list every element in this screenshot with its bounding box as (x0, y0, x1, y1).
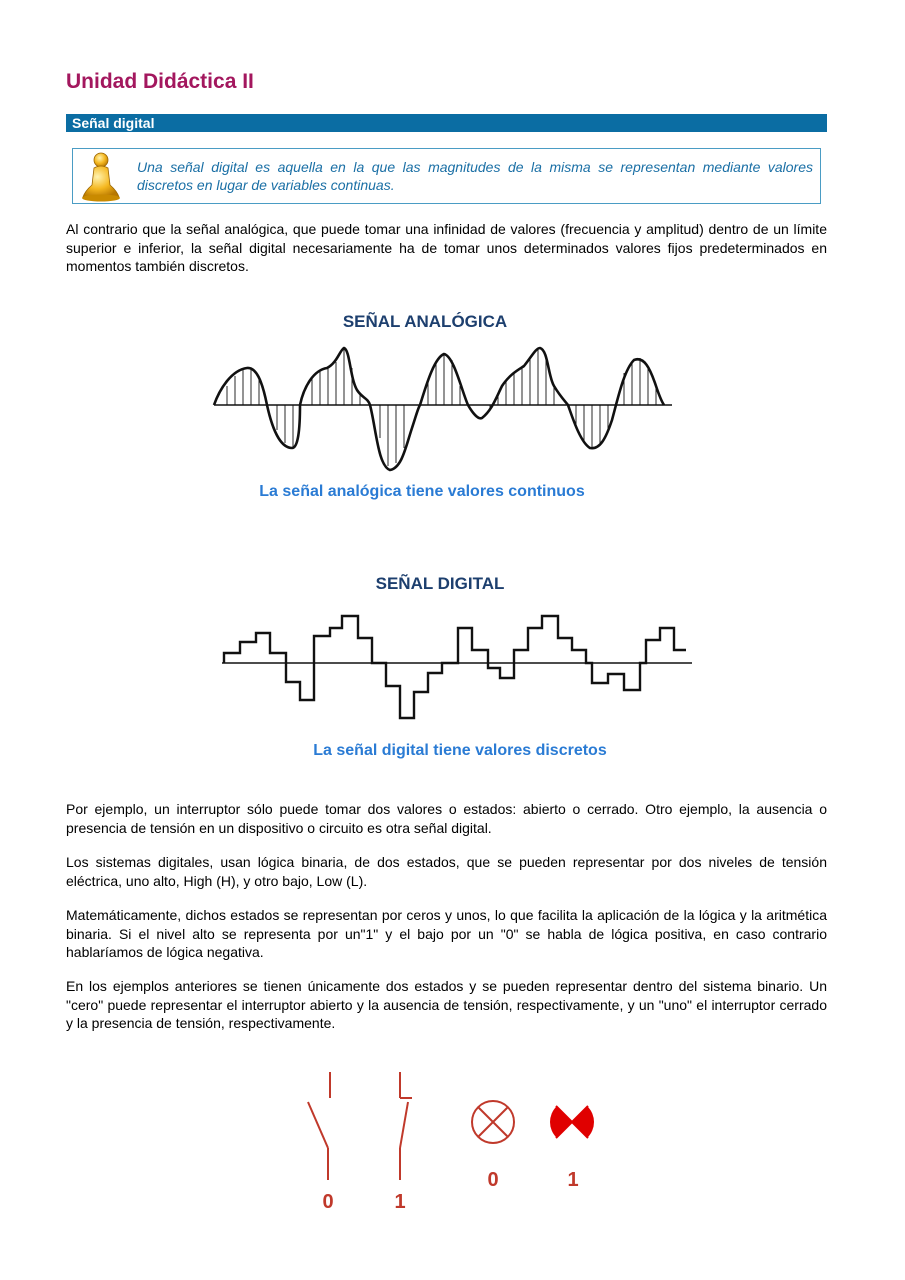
analog-signal-title: SEÑAL ANALÓGICA (342, 312, 508, 331)
paragraph-binary-logic: Los sistemas digitales, usan lógica binaria, de dos estados, que se pueden representar por dos niveles de tensión eléctrica, uno alto, High (H), y otro bajo, Low (L). (66, 854, 827, 889)
note-text: Una señal digital es aquella en la que las magnitudes de la misma se representan mediante valores discretos en lugar de variables continuas. (137, 159, 813, 193)
switch-closed-label: 1 (394, 1191, 406, 1213)
switch-closed-icon (400, 1072, 412, 1180)
paragraph-two-states: En los ejemplos anteriores se tienen únicamente dos estados y se pueden representar dentro del sistema binario. Un "cero" puede representar el interruptor abierto y la ausencia de tensión, respectivamente, y un "uno" el interruptor cerrado y la presencia de tensión, respectivamente. (66, 978, 827, 1031)
switch-open-icon (308, 1072, 330, 1180)
lamp-off-label: 0 (487, 1169, 499, 1191)
analog-waveform (214, 348, 672, 470)
switch-open-label: 0 (322, 1191, 334, 1213)
paragraph-positive-logic: Matemáticamente, dichos estados se representan por ceros y unos, lo que facilita la aplicación de la lógica y la aritmética binaria. Si el nivel alto se representa por un"1" y el bajo por un "0" se habla de lógica positiva, en caso contrario hablaríamos de lógica negativa. (66, 907, 827, 960)
bell-icon (79, 151, 123, 203)
digital-signal-caption: La señal digital tiene valores discretos (313, 742, 607, 759)
paragraph-intro: Al contrario que la señal analógica, que puede tomar una infinidad de valores (frecuencia y amplitud) dentro de un límite superior e inferior, la señal digital necesariamente ha de tomar unos determinados valores fijos predeterminados en momentos también discretos. (66, 221, 827, 274)
lamp-on-label: 1 (567, 1169, 579, 1191)
signals-figure (172, 298, 722, 778)
states-figure (290, 1062, 620, 1222)
page-title: Unidad Didáctica II (66, 70, 254, 93)
digital-waveform (222, 616, 692, 718)
lamp-on-icon (550, 1099, 594, 1145)
paragraph-switch-example: Por ejemplo, un interruptor sólo puede tomar dos valores o estados: abierto o cerrado. Otro ejemplo, la ausencia o presencia de tensión en un dispositivo o circuito es otra señal digital. (66, 801, 827, 836)
lamp-off-icon (472, 1101, 514, 1143)
note-box (72, 148, 821, 204)
analog-signal-caption: La señal analógica tiene valores continuos (259, 483, 585, 500)
section-header: Señal digital (66, 114, 827, 132)
digital-signal-title: SEÑAL DIGITAL (375, 574, 505, 593)
